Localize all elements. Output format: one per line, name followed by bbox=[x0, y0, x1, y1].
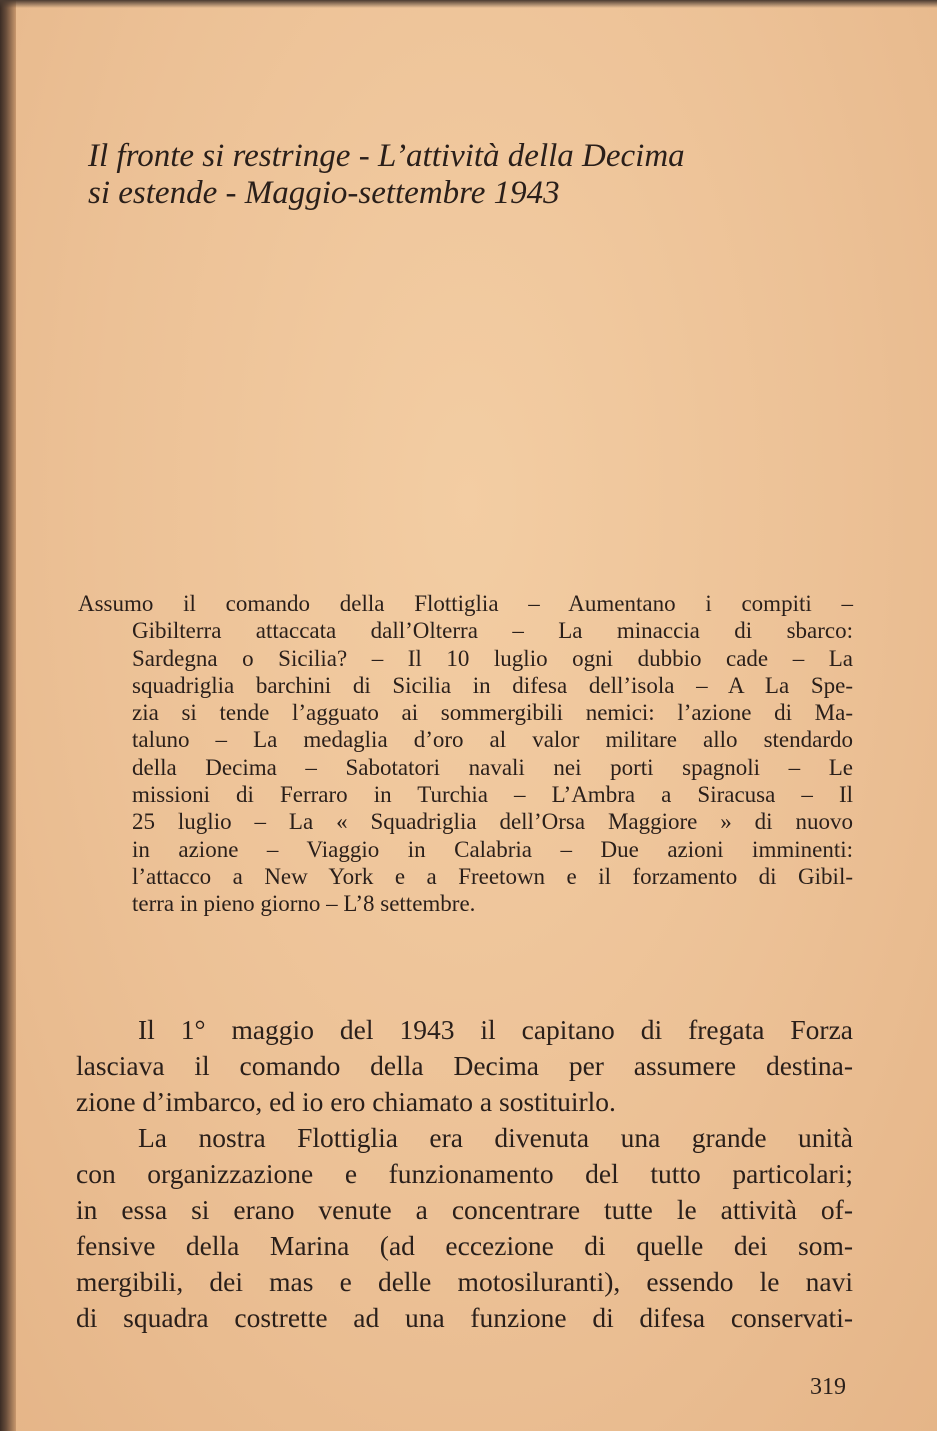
summary-line: in azione – Viaggio in Calabria – Due azioni imminenti: bbox=[132, 836, 853, 862]
body-line: con organizzazione e funzionamento del tutto particolari; bbox=[76, 1158, 853, 1189]
summary-line: taluno – La medaglia d’oro al valor militare allo stendardo bbox=[132, 727, 853, 753]
book-binding-edge bbox=[0, 0, 16, 1431]
summary-line: Sardegna o Sicilia? – Il 10 luglio ogni dubbio cade – La bbox=[132, 645, 853, 671]
body-text bbox=[76, 1012, 853, 1336]
body-line: La nostra Flottiglia era divenuta una grande unità bbox=[138, 1122, 853, 1153]
summary-line: l’attacco a New York e a Freetown e il forzamento di Gibil- bbox=[132, 863, 853, 889]
body-line: Il 1° maggio del 1943 il capitano di fregata Forza bbox=[138, 1014, 853, 1045]
summary-line: terra in pieno giorno – L’8 settembre. bbox=[132, 891, 476, 917]
chapter-summary bbox=[78, 590, 853, 918]
summary-line: missioni di Ferraro in Turchia – L’Ambra a Siracusa – Il bbox=[132, 782, 853, 808]
summary-line: zia si tende l’agguato ai sommergibili nemici: l’azione di Ma- bbox=[132, 700, 853, 726]
body-line: zione d’imbarco, ed io ero chiamato a sostituirlo. bbox=[76, 1086, 616, 1117]
summary-line: squadriglia barchini di Sicilia in difesa dell’isola – A La Spe- bbox=[132, 672, 853, 698]
body-line: mergibili, dei mas e delle motosiluranti), essendo le navi bbox=[76, 1266, 853, 1297]
chapter-title bbox=[88, 138, 848, 212]
summary-line: della Decima – Sabotatori navali nei porti spagnoli – Le bbox=[132, 754, 853, 780]
summary-line: Gibilterra attaccata dall’Olterra – La minaccia di sbarco: bbox=[132, 618, 853, 644]
page-top-shadow bbox=[0, 0, 937, 8]
summary-line: Assumo il comando della Flottiglia – Aumentano i compiti – bbox=[78, 591, 853, 616]
body-line: fensive della Marina (ad eccezione di quelle dei som- bbox=[76, 1230, 853, 1261]
page-number: 319 bbox=[810, 1374, 846, 1400]
chapter-title-line: si estende - Maggio-settembre 1943 bbox=[88, 175, 560, 211]
summary-line: 25 luglio – La « Squadriglia dell’Orsa Maggiore » di nuovo bbox=[132, 809, 853, 835]
body-line: in essa si erano venute a concentrare tutte le attività of- bbox=[76, 1194, 853, 1225]
body-line: lasciava il comando della Decima per assumere destina- bbox=[76, 1050, 853, 1081]
body-line: di squadra costrette ad una funzione di difesa conservati- bbox=[76, 1302, 853, 1333]
chapter-title-line: Il fronte si restringe - L’attività della Decima bbox=[88, 138, 685, 174]
